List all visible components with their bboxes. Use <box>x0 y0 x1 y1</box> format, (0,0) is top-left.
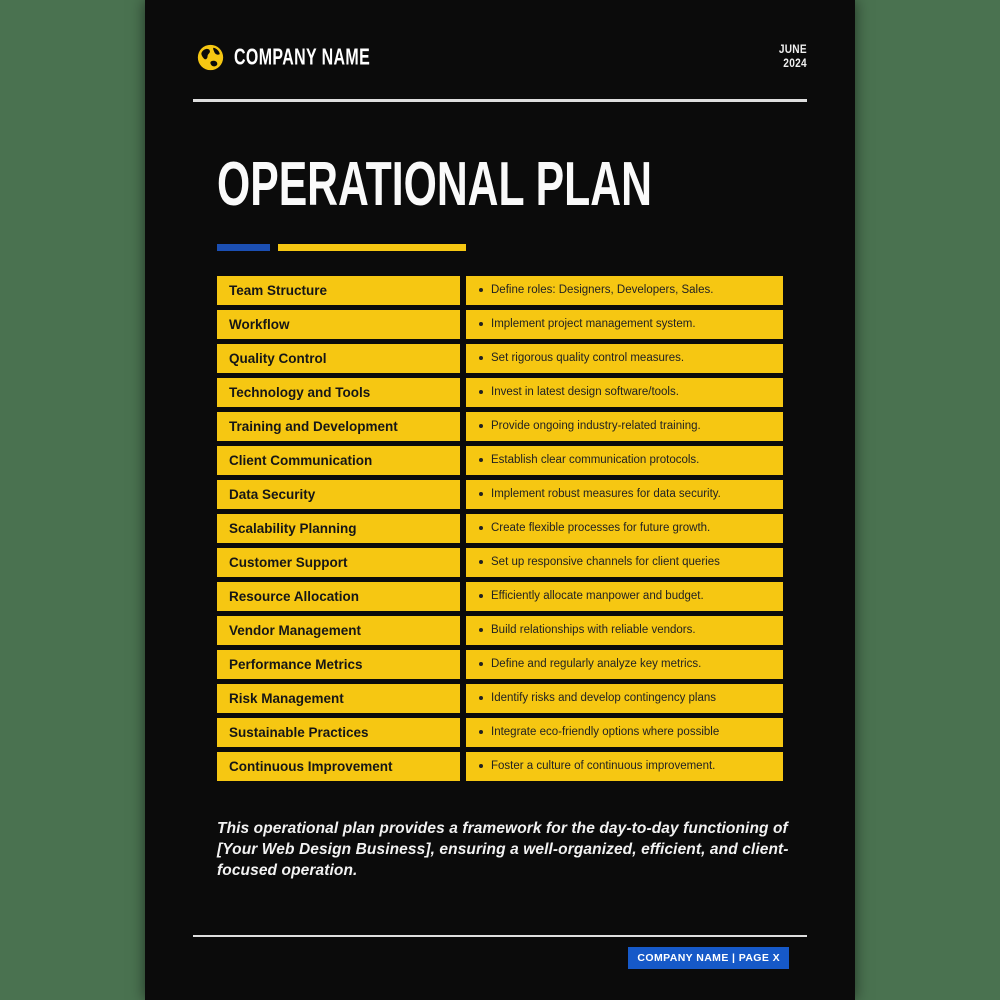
row-desc-text: Set rigorous quality control measures. <box>491 352 685 365</box>
bullet-icon <box>479 356 483 360</box>
row-desc-text: Identify risks and develop contingency plans <box>491 692 717 705</box>
row-label: Risk Management <box>217 684 460 713</box>
bullet-icon <box>479 424 483 428</box>
row-desc-text: Define and regularly analyze key metrics. <box>491 658 702 671</box>
bullet-icon <box>479 322 483 326</box>
table-row <box>217 616 783 645</box>
row-desc <box>466 412 783 441</box>
row-desc <box>466 718 783 747</box>
table-row <box>217 582 783 611</box>
yellow-accent-bar <box>278 244 466 251</box>
row-desc-text: Invest in latest design software/tools. <box>491 386 679 399</box>
brand <box>197 44 413 71</box>
row-desc <box>466 582 783 611</box>
row-desc-text: Implement project management system. <box>491 318 696 331</box>
row-desc <box>466 344 783 373</box>
issue-date <box>779 44 807 72</box>
table-row <box>217 446 783 475</box>
row-label: Client Communication <box>217 446 460 475</box>
bullet-icon <box>479 492 483 496</box>
row-desc-text: Establish clear communication protocols. <box>491 454 700 467</box>
row-desc <box>466 684 783 713</box>
row-label: Training and Development <box>217 412 460 441</box>
table-row <box>217 514 783 543</box>
row-desc <box>466 514 783 543</box>
row-desc-text: Define roles: Designers, Developers, Sales. <box>491 284 714 297</box>
bullet-icon <box>479 526 483 530</box>
table-row <box>217 684 783 713</box>
table-row <box>217 412 783 441</box>
row-desc-text: Efficiently allocate manpower and budget. <box>491 590 704 603</box>
row-desc-text: Set up responsive channels for client queries <box>491 556 720 569</box>
row-desc-text: Create flexible processes for future growth. <box>491 522 711 535</box>
row-desc-text: Provide ongoing industry-related training. <box>491 420 701 433</box>
table-row <box>217 752 783 781</box>
issue-date-month: JUNE <box>778 44 807 56</box>
row-desc <box>466 378 783 407</box>
bullet-icon <box>479 390 483 394</box>
row-label: Continuous Improvement <box>217 752 460 781</box>
summary-paragraph: This operational plan provides a framework for the day-to-day functioning of [Your Web Design Business], ensuring a well-organized, efficient, and client-focused operation. <box>217 819 789 880</box>
row-desc <box>466 310 783 339</box>
row-desc-text: Foster a culture of continuous improvement. <box>491 760 716 773</box>
row-label: Customer Support <box>217 548 460 577</box>
row-label: Technology and Tools <box>217 378 460 407</box>
footer-page-badge: COMPANY NAME | PAGE X <box>628 947 789 969</box>
row-label: Resource Allocation <box>217 582 460 611</box>
row-label: Team Structure <box>217 276 460 305</box>
bullet-icon <box>479 730 483 734</box>
row-desc <box>466 616 783 645</box>
table-row <box>217 650 783 679</box>
row-label: Data Security <box>217 480 460 509</box>
row-label: Performance Metrics <box>217 650 460 679</box>
table-row <box>217 310 783 339</box>
row-desc <box>466 650 783 679</box>
table-row <box>217 276 783 305</box>
page-title: OPERATIONAL PLAN <box>217 148 652 218</box>
footer-divider <box>193 935 807 938</box>
bullet-icon <box>479 594 483 598</box>
table-row <box>217 378 783 407</box>
bullet-icon <box>479 662 483 666</box>
company-name: COMPANY NAME <box>234 44 371 70</box>
bullet-icon <box>479 696 483 700</box>
row-desc <box>466 446 783 475</box>
issue-date-year: 2024 <box>783 57 807 70</box>
blue-accent-bar <box>217 244 270 251</box>
table-row <box>217 344 783 373</box>
bullet-icon <box>479 560 483 564</box>
row-desc-text: Integrate eco-friendly options where possible <box>491 726 720 739</box>
row-desc-text: Build relationships with reliable vendors. <box>491 624 696 637</box>
header-divider <box>193 99 807 102</box>
bullet-icon <box>479 764 483 768</box>
globe-icon <box>197 44 224 71</box>
row-desc <box>466 480 783 509</box>
row-label: Quality Control <box>217 344 460 373</box>
row-label: Vendor Management <box>217 616 460 645</box>
row-label: Workflow <box>217 310 460 339</box>
row-desc <box>466 752 783 781</box>
operational-plan-table <box>217 276 783 781</box>
row-label: Scalability Planning <box>217 514 460 543</box>
row-desc-text: Implement robust measures for data security. <box>491 488 721 501</box>
row-desc <box>466 276 783 305</box>
page-header <box>193 0 807 72</box>
table-row <box>217 718 783 747</box>
bullet-icon <box>479 628 483 632</box>
bullet-icon <box>479 458 483 462</box>
table-row <box>217 548 783 577</box>
row-label: Sustainable Practices <box>217 718 460 747</box>
row-desc <box>466 548 783 577</box>
document-page <box>145 0 855 1000</box>
title-underline <box>217 244 807 251</box>
bullet-icon <box>479 288 483 292</box>
table-row <box>217 480 783 509</box>
